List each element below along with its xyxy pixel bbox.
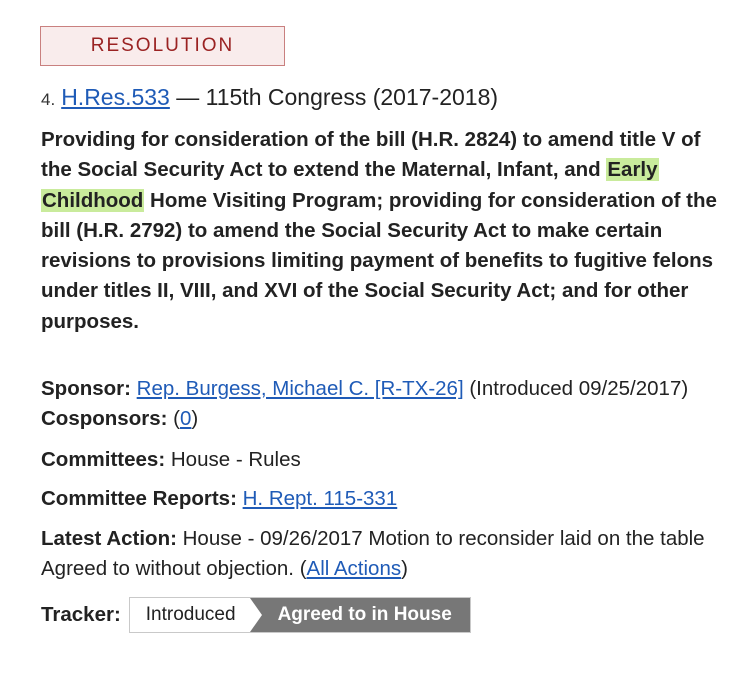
cosponsors-open-paren: ( <box>173 407 180 430</box>
sponsor-link[interactable]: Rep. Burgess, Michael C. [R-TX-26] <box>136 377 464 400</box>
result-index: 4. <box>41 90 56 109</box>
tracker-row <box>41 596 471 634</box>
sponsor-row <box>41 374 721 434</box>
tracker-step-agreed-to-in-house: Agreed to in House <box>250 598 470 632</box>
introduced-date: (Introduced 09/25/2017) <box>469 377 689 400</box>
result-heading <box>41 84 498 111</box>
highlight-childhood: Childhood <box>42 188 144 212</box>
bill-link[interactable]: H.Res.533 <box>61 84 170 110</box>
cosponsors-label: Cosponsors: <box>41 407 168 430</box>
all-actions-link[interactable]: All Actions <box>306 557 402 580</box>
latest-action-row <box>41 524 721 584</box>
committee-report-link[interactable]: H. Rept. 115-331 <box>242 487 398 510</box>
bill-title-part1: Providing for consideration of the bill (H.R. 2824) to amend title V of the Social Security Act to extend the Maternal, Infant, and <box>41 128 701 182</box>
resolution-badge <box>40 26 285 66</box>
congress-label: — 115th Congress (2017-2018) <box>176 84 499 110</box>
tracker-label: Tracker: <box>41 603 121 626</box>
latest-action-text: House - 09/26/2017 Motion to reconsider laid on the table Agreed to without objection. <box>41 527 705 580</box>
bill-title-part2: Home Visiting Program; providing for consideration of the bill (H.R. 2792) to amend the Social Security Act to make certain revisions to provisions limiting payment of benefits to fugitive felons under titles II, VIII, and XVI of the Social Security Act; and for other purposes. <box>41 188 717 333</box>
committee-reports-row <box>41 484 721 514</box>
committees-value: House - Rules <box>170 448 301 471</box>
badge-label: RESOLUTION <box>90 35 235 56</box>
committees-label: Committees: <box>41 448 166 471</box>
all-actions-close-paren: ) <box>401 557 408 580</box>
sponsor-label: Sponsor: <box>41 377 131 400</box>
highlight-early: Early <box>607 158 658 182</box>
bill-title <box>41 125 721 337</box>
tracker-step-introduced: Introduced <box>130 598 250 632</box>
committee-reports-label: Committee Reports: <box>41 487 237 510</box>
committees-row <box>41 445 721 475</box>
cosponsors-count-link[interactable]: 0 <box>179 407 192 430</box>
status-tracker <box>129 597 471 633</box>
cosponsors-close-paren: ) <box>191 407 199 430</box>
all-actions-open-paren: ( <box>299 557 307 580</box>
latest-action-label: Latest Action: <box>41 527 177 550</box>
